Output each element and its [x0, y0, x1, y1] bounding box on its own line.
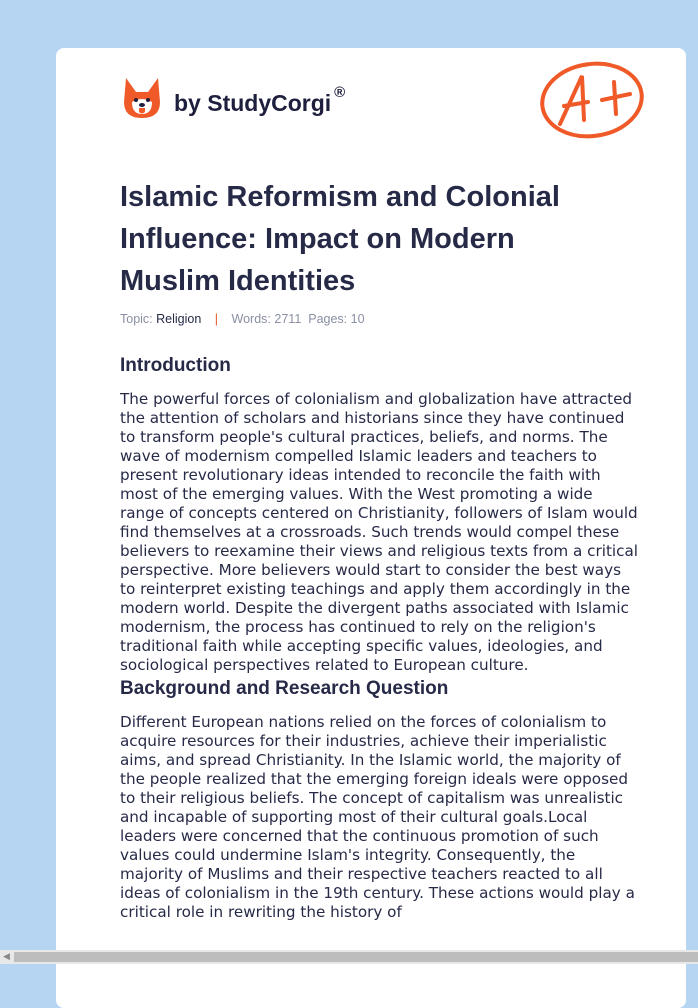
document-page: [56, 48, 686, 1008]
brand-name: [174, 83, 346, 117]
document-body: [120, 352, 640, 922]
page-title: Islamic Reformism and Colonial Influence: Impact on Modern Muslim Identities: [120, 181, 560, 297]
meta-separator: |: [214, 312, 219, 326]
scroll-left-icon[interactable]: ◀: [3, 952, 10, 962]
section-paragraph: The powerful forces of colonialism and globalization have attracted the attention of scholars and historians since they have continued to transform people's cultural practices, beliefs, and norms. The wave of modernism compelled Islamic leaders and teachers to present revolutionary ideas intended to reconcile the faith with most of the emerging values. With the West promoting a wide range of concepts centered on Christianity, followers of Islam would find themselves at a crossroads. Such trends would compel these believers to reexamine their views and religious texts from a critical perspective. More believers would start to consider the best ways to reinterpret existing teachings and apply them accordingly in the modern world. Despite the divergent paths associated with Islamic modernism, the process has continued to rely on the religion's traditional faith while accepting specific values, ideologies, and sociological perspectives related to European culture.: [120, 390, 639, 674]
brand-text: by StudyCorgi: [174, 89, 332, 116]
words-count: 2711: [274, 312, 302, 326]
document-meta: [120, 312, 365, 326]
studycorgi-logo[interactable]: [122, 76, 345, 120]
corgi-icon: [122, 76, 162, 120]
section-heading: Introduction: [120, 355, 231, 376]
registered-mark: ®: [334, 83, 346, 101]
scrollbar-thumb[interactable]: [14, 952, 698, 962]
topic-link[interactable]: Religion: [156, 312, 202, 326]
section-heading: Background and Research Question: [120, 678, 449, 699]
pages-count: 10: [350, 312, 365, 326]
topic-label: Topic:: [120, 312, 153, 326]
words-label: Words:: [231, 312, 271, 326]
horizontal-scrollbar[interactable]: [0, 950, 698, 964]
a-plus-grade-icon: [538, 58, 650, 142]
section-paragraph: Different European nations relied on the forces of colonialism to acquire resources for their industries, achieve their imperialistic aims, and spread Christianity. In the Islamic world, the majority of the people realized that the emerging foreign ideals were opposed to their religious beliefs. The concept of capitalism was unrealistic and incapable of supporting most of their cultural goals.Local leaders were concerned that the continuous promotion of such values could undermine Islam's integrity. Consequently, the majority of Muslims and their respective teachers reacted to all ideas of colonialism in the 19th century. These actions would play a critical role in rewriting the history of: [120, 713, 635, 921]
pages-label: Pages:: [308, 312, 348, 326]
